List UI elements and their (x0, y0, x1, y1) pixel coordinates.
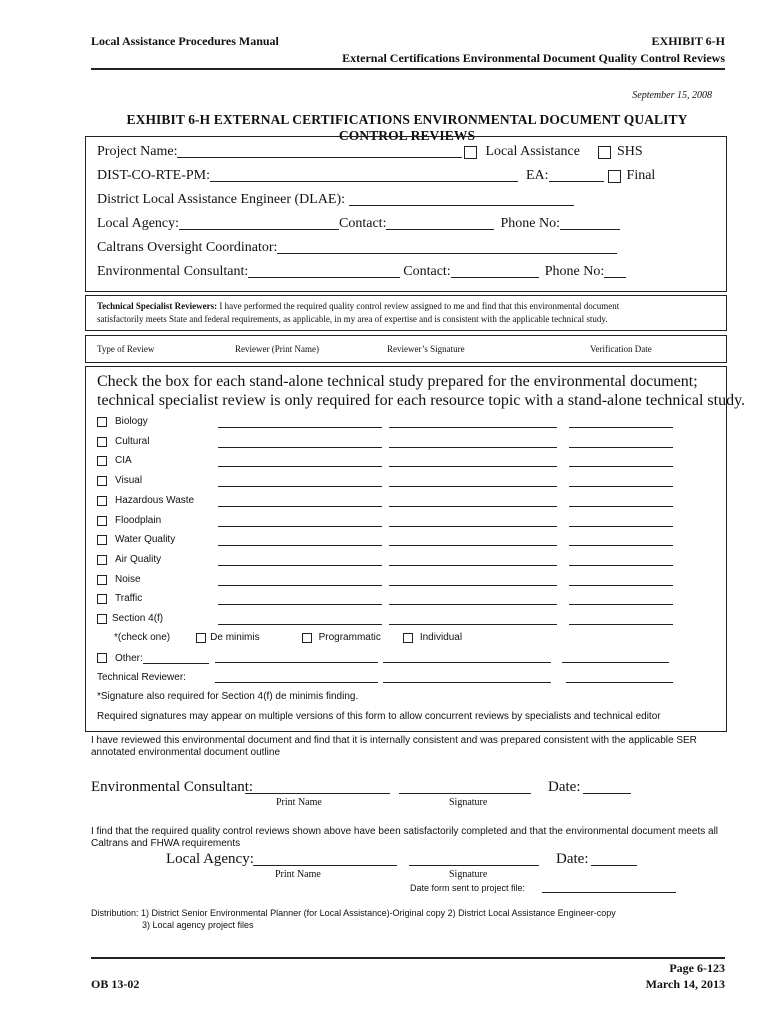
reviewer-signature-line[interactable] (389, 447, 557, 448)
local-assistance-checkbox[interactable] (464, 146, 477, 159)
verification-date-line[interactable] (569, 604, 673, 605)
contact-label: Contact: (339, 216, 387, 231)
review-row (97, 554, 161, 565)
verification-date-line[interactable] (569, 545, 673, 546)
review-row (97, 416, 148, 427)
reviewer-name-line[interactable] (218, 447, 382, 448)
page-number: Page 6-123 (669, 961, 725, 975)
date-sent-label: Date form sent to project file: (410, 883, 526, 893)
review-row (97, 495, 194, 506)
project-name-field[interactable] (177, 146, 462, 158)
header-rule (91, 68, 725, 70)
review-row (97, 534, 175, 545)
review-row (97, 475, 142, 486)
consultant-date-label: Date: (548, 779, 581, 795)
dlae-field[interactable] (349, 194, 574, 206)
review-type-label: Visual (115, 475, 143, 486)
distribution-line-2: 3) Local agency project files (142, 920, 254, 930)
verification-date-line[interactable] (569, 447, 673, 448)
individual-label: Individual (419, 632, 463, 643)
review-row (97, 593, 142, 604)
consultant-cert-text-1: I have reviewed this environmental document and find that it is internally consistent and was prepared consistent with the applicable SER (91, 735, 697, 746)
other-checkbox[interactable] (97, 653, 107, 663)
verification-date-line[interactable] (569, 486, 673, 487)
de-minimis-checkbox[interactable] (196, 633, 206, 643)
reviewer-name-line[interactable] (218, 545, 382, 546)
agency-signature-caption: Signature (449, 869, 488, 880)
footer-rule (91, 957, 725, 959)
review-type-label: Water Quality (115, 534, 176, 545)
agency-date-label: Date: (556, 851, 589, 867)
oversight-label: Caltrans Oversight Coordinator: (97, 240, 278, 255)
review-row (97, 613, 163, 624)
verification-date-line[interactable] (569, 565, 673, 566)
review-type-checkbox[interactable] (97, 614, 107, 624)
consultant-signature-caption: Signature (449, 797, 488, 808)
col-reviewer: Reviewer (Print Name) (235, 344, 319, 354)
programmatic-label: Programmatic (318, 632, 381, 643)
review-type-label: Cultural (115, 436, 150, 447)
reviewer-name-line[interactable] (218, 466, 382, 467)
col-verification: Verification Date (590, 344, 652, 354)
footer-date: March 14, 2013 (645, 977, 725, 991)
agency-signature-line[interactable] (409, 865, 539, 866)
verification-date-line[interactable] (569, 624, 673, 625)
technical-reviewer-date-line[interactable] (566, 682, 673, 683)
oversight-field[interactable] (277, 242, 617, 254)
reviewer-name-line[interactable] (218, 427, 382, 428)
other-field[interactable] (143, 652, 209, 664)
agency-cert-text-1: I find that the required quality control reviews shown above have been satisfactorily completed and that the environmental document meets all (91, 826, 719, 837)
verification-date-line[interactable] (569, 526, 673, 527)
local-agency-field[interactable] (179, 218, 339, 230)
technical-reviewer-signature-line[interactable] (383, 682, 551, 683)
reviewer-signature-line[interactable] (389, 585, 557, 586)
header-subtitle: External Certifications Environmental Document Quality Control Reviews (342, 51, 725, 65)
verification-date-line[interactable] (569, 506, 673, 507)
consultant-signature-line[interactable] (399, 793, 531, 794)
shs-checkbox[interactable] (598, 146, 611, 159)
exhibit-number: EXHIBIT 6-H (651, 34, 725, 48)
consultant-row (97, 264, 626, 280)
agency-date-line[interactable] (591, 865, 637, 866)
reviewer-name-line[interactable] (218, 585, 382, 586)
agency-print-name-caption: Print Name (275, 869, 321, 880)
technical-reviewer-name-line[interactable] (215, 682, 378, 683)
ea-label: EA: (525, 168, 549, 183)
review-type-checkbox[interactable] (97, 417, 107, 427)
ea-field[interactable] (549, 170, 604, 182)
signature-note: *Signature also required for Section 4(f) de minimis finding. (97, 691, 359, 702)
tech-reviewers-lead: Technical Specialist Reviewers: (97, 301, 218, 311)
distribution-line-1: Distribution: 1) District Senior Environmental Planner (for Local Assistance)-Original copy 2) District Local Assistance Engineer-copy (91, 908, 616, 918)
review-type-checkbox[interactable] (97, 594, 107, 604)
contact-label-2: Contact: (403, 264, 451, 279)
col-signature: Reviewer’s Signature (387, 344, 465, 354)
consultant-cert-text-2: annotated environmental document outline (91, 747, 281, 758)
reviewer-signature-line[interactable] (389, 427, 557, 428)
reviewer-name-line[interactable] (218, 526, 382, 527)
phone-label-2: Phone No: (544, 264, 605, 279)
col-type-of-review: Type of Review (97, 344, 155, 354)
programmatic-checkbox[interactable] (302, 633, 312, 643)
reviewer-signature-line[interactable] (389, 624, 557, 625)
consultant-print-name-line[interactable] (245, 793, 390, 794)
review-type-checkbox[interactable] (97, 456, 107, 466)
review-type-label: Noise (115, 574, 141, 585)
contact-field[interactable] (386, 218, 494, 230)
reviewer-name-line[interactable] (218, 604, 382, 605)
verification-date-line[interactable] (569, 585, 673, 586)
other-label: Other: (115, 652, 143, 664)
section4f-options-row (114, 632, 462, 643)
local-agency-label: Local Agency: (97, 216, 180, 231)
date-sent-line[interactable] (542, 892, 676, 893)
reviewer-name-line[interactable] (218, 624, 382, 625)
required-note: Required signatures may appear on multiple versions of this form to allow concurrent reviews by specialists and technical editor (97, 711, 661, 722)
review-type-checkbox[interactable] (97, 437, 107, 447)
form-title: EXHIBIT 6-H EXTERNAL CERTIFICATIONS ENVIRONMENTAL DOCUMENT QUALITY CONTROL REVIEWS (126, 112, 688, 143)
project-name-label: Project Name: (97, 144, 178, 159)
review-type-checkbox[interactable] (97, 476, 107, 486)
instructions-line-2: technical specialist review is only required for each resource topic with a stand-alone technical study. (97, 392, 746, 409)
dlae-row (97, 192, 574, 208)
other-reviewer-line[interactable] (215, 662, 378, 663)
consultant-date-line[interactable] (583, 793, 631, 794)
other-row (97, 652, 209, 664)
reviewer-signature-line[interactable] (389, 506, 557, 507)
dist-row (97, 168, 655, 184)
individual-checkbox[interactable] (403, 633, 413, 643)
local-assistance-label: Local Assistance (485, 144, 580, 159)
review-type-label: Section 4(f) (112, 613, 164, 624)
dlae-label: District Local Assistance Engineer (DLAE): (97, 192, 346, 207)
review-type-label: Floodplain (115, 515, 162, 526)
reviewer-signature-line[interactable] (389, 565, 557, 566)
other-signature-line[interactable] (383, 662, 551, 663)
reviewer-signature-line[interactable] (389, 545, 557, 546)
agency-cert-text-2: Caltrans and FHWA requirements (91, 838, 241, 849)
reviewer-name-line[interactable] (218, 565, 382, 566)
technical-reviewer-label: Technical Reviewer: (97, 672, 186, 683)
review-type-label: Hazardous Waste (115, 495, 195, 506)
review-type-label: CIA (115, 455, 132, 466)
review-row (97, 515, 161, 526)
final-label: Final (626, 168, 656, 183)
shs-label: SHS (616, 144, 643, 159)
tech-reviewers-text-2: satisfactorily meets State and federal requirements, as applicable, in my area of expertise and is consistent with the applicable technical study. (97, 314, 608, 324)
de-minimis-label: De minimis (210, 632, 260, 643)
consultant-cert-label: Environmental Consultant: (91, 779, 254, 795)
review-type-checkbox[interactable] (97, 555, 107, 565)
review-row (97, 455, 132, 466)
instructions-line-1: Check the box for each stand-alone technical study prepared for the environmental document; (97, 373, 698, 390)
review-type-label: Traffic (115, 593, 143, 604)
consultant-field[interactable] (248, 266, 400, 278)
review-type-label: Air Quality (115, 554, 162, 565)
review-row (97, 436, 149, 447)
reviewer-name-line[interactable] (218, 506, 382, 507)
reviewer-signature-line[interactable] (389, 526, 557, 527)
reviewer-signature-line[interactable] (389, 466, 557, 467)
verification-date-line[interactable] (569, 466, 673, 467)
review-type-label: Biology (115, 416, 148, 427)
other-date-line[interactable] (562, 662, 669, 663)
contact-field-2[interactable] (451, 266, 539, 278)
review-type-checkbox[interactable] (97, 496, 107, 506)
review-type-checkbox[interactable] (97, 516, 107, 526)
reviewer-signature-line[interactable] (389, 604, 557, 605)
final-checkbox[interactable] (608, 170, 621, 183)
local-agency-row (97, 216, 620, 232)
check-one-label: *(check one) (114, 632, 171, 643)
project-name-row (97, 144, 643, 160)
reviewer-signature-line[interactable] (389, 486, 557, 487)
ob-number: OB 13-02 (91, 977, 140, 991)
phone-field-2[interactable] (604, 266, 626, 278)
verification-date-line[interactable] (569, 427, 673, 428)
review-type-checkbox[interactable] (97, 535, 107, 545)
review-row (97, 574, 141, 585)
tech-reviewers-statement: I have performed the required quality control review assigned to me and find that this environmental document (219, 301, 620, 311)
phone-label: Phone No: (500, 216, 560, 231)
agency-print-name-line[interactable] (253, 865, 397, 866)
tech-reviewers-text-1 (97, 301, 619, 311)
oversight-row (97, 240, 617, 256)
revision-date: September 15, 2008 (632, 90, 712, 101)
dist-label: DIST-CO-RTE-PM: (97, 168, 210, 183)
manual-title: Local Assistance Procedures Manual (91, 34, 279, 48)
dist-field[interactable] (210, 170, 518, 182)
agency-cert-label: Local Agency: (166, 851, 254, 867)
reviewer-name-line[interactable] (218, 486, 382, 487)
consultant-print-name-caption: Print Name (276, 797, 322, 808)
phone-field[interactable] (560, 218, 620, 230)
consultant-label: Environmental Consultant: (97, 264, 249, 279)
review-type-checkbox[interactable] (97, 575, 107, 585)
